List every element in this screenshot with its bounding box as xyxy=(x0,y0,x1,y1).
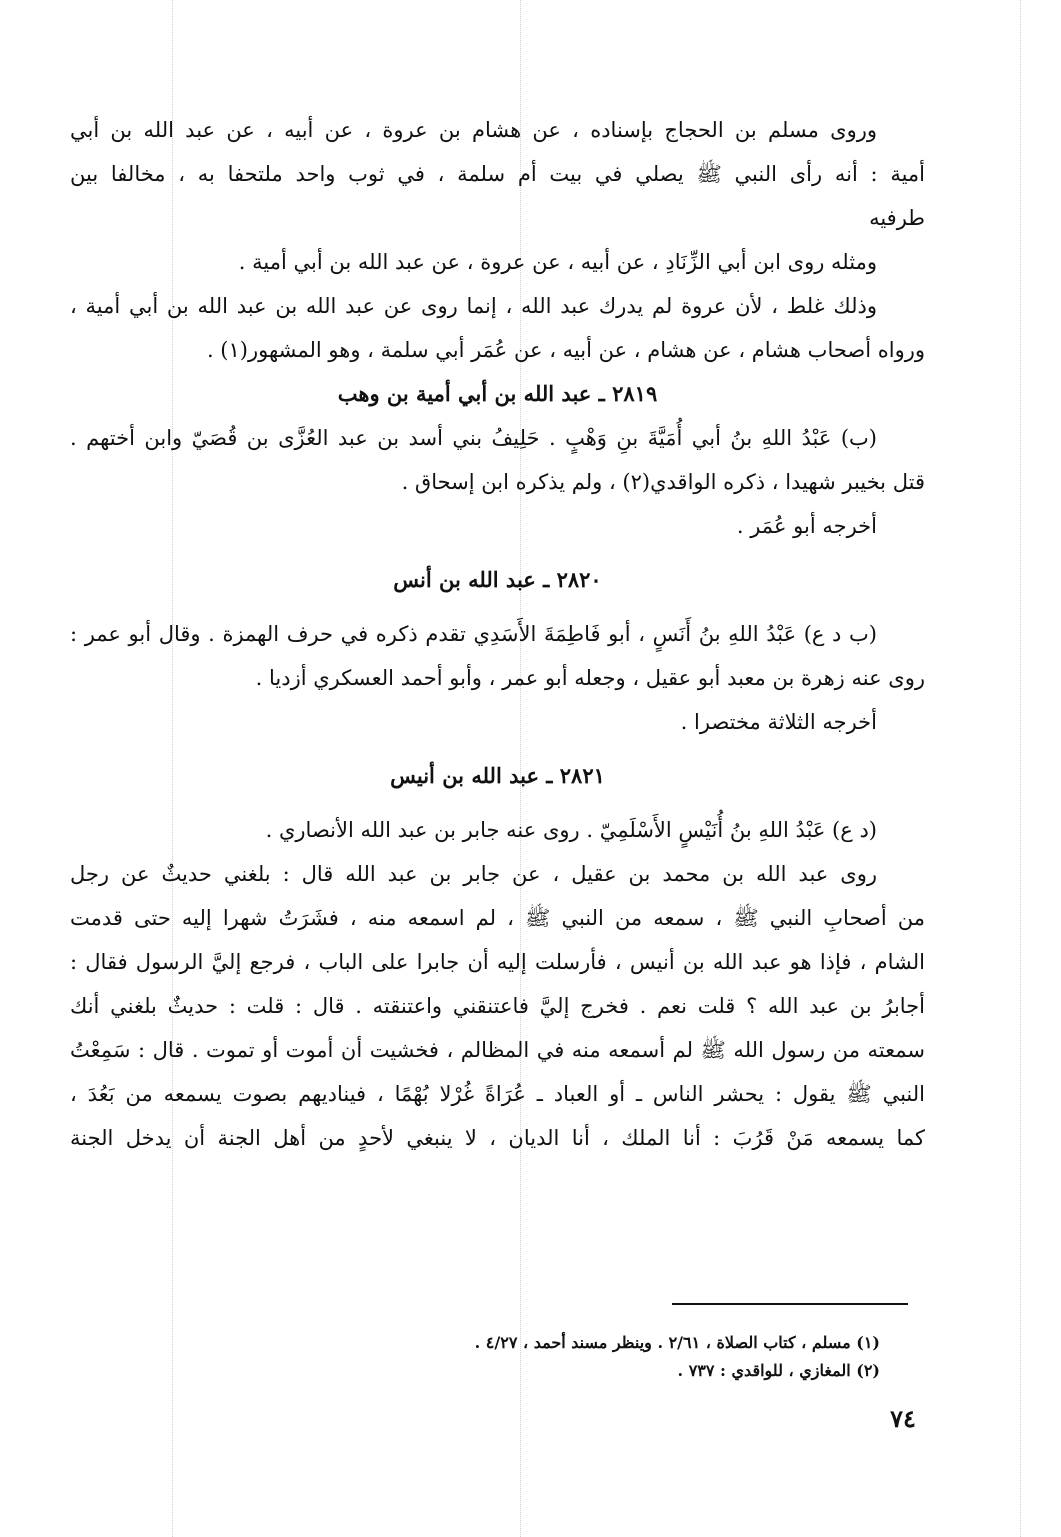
text-line: من أصحابِ النبي ﷺ ، سمعه من النبي ﷺ ، لم اسمعه منه ، فشَرَتُ شهرا إليه حتى قدمت xyxy=(70,906,925,930)
text-line: كما يسمعه مَنْ قَرُبَ : أنا الملك ، أنا الديان ، لا ينبغي لأحدٍ من أهل الجنة أن يدخل الجنة xyxy=(70,1126,925,1150)
text-line: روى عبد الله بن محمد بن عقيل ، عن جابر بن عبد الله قال : بلغني حديثٌ عن رجل xyxy=(70,862,877,886)
text-line: (د ع) عَبْدُ اللهِ بنُ أُنَيْسٍ الأَسْلَمِيّ . روى عنه جابر بن عبد الله الأنصاري . xyxy=(265,818,877,842)
text-line: قتل بخيبر شهيدا ، ذكره الواقدي(٢) ، ولم يذكره ابن إسحاق . xyxy=(401,470,925,494)
text-line: أجابرُ بن عبد الله ؟ قلت نعم . فخرج إليَّ فاعتنقني واعتنقته . قال : قلت : حديثٌ بلغني أنك xyxy=(70,994,925,1018)
text-line: (ب د ع) عَبْدُ اللهِ بنُ أَنَسٍ ، أبو فَاطِمَةَ الأَسَدِي تقدم ذكره في حرف الهمزة . وقال أبو عمر : xyxy=(70,622,877,646)
footnote-2: (٢) المغازي ، للواقدي : ٧٣٧ . xyxy=(677,1361,880,1380)
page-number: ٧٤ xyxy=(890,1404,916,1433)
text-line: ومثله روى ابن أبي الزِّنَادِ ، عن أبيه ، عن عروة ، عن عبد الله بن أبي أمية . xyxy=(238,250,877,274)
entry-heading-2821: ٢٨٢١ ـ عبد الله بن أنيس xyxy=(390,763,605,788)
text-line: النبي ﷺ يقول : يحشر الناس ـ أو العباد ـ عُرَاةً غُرْلا بُهْمًا ، فيناديهم بصوت يسمعه من بَعُدَ ، xyxy=(70,1082,925,1106)
entry-heading-2819: ٢٨١٩ ـ عبد الله بن أبي أمية بن وهب xyxy=(337,381,658,406)
main-text xyxy=(70,108,925,1160)
footnotes xyxy=(380,1329,880,1385)
text-line: سمعته من رسول الله ﷺ لم أسمعه منه في المظالم ، فخشيت أن أموت أو تموت . قال : سَمِعْتُ xyxy=(70,1038,925,1062)
text-line: (ب) عَبْدُ اللهِ بنُ أبي أُمَيَّةَ بنِ وَهْبٍ . حَلِيفُ بني أسد بن عبد العُزَّى بن قُصَيّ وابن أختهم . xyxy=(70,426,877,450)
text-line: الشام ، فإذا هو عبد الله بن أنيس ، فأرسلت إليه أن جابرا على الباب ، فرجع إليَّ الرسول فقال : xyxy=(70,950,925,974)
footnote-1: (١) مسلم ، كتاب الصلاة ، ٢/٦١ . وينظر مسند أحمد ، ٤/٢٧ . xyxy=(474,1333,880,1352)
text-line: وروى مسلم بن الحجاج بإسناده ، عن هشام بن عروة ، عن أبيه ، عن عبد الله بن أبي xyxy=(70,118,877,142)
text-line: طرفيه xyxy=(869,206,925,230)
entry-heading-2820: ٢٨٢٠ ـ عبد الله بن أنس xyxy=(393,567,602,592)
text-line: أمية : أنه رأى النبي ﷺ يصلي في بيت أم سلمة ، في ثوب واحد ملتحفا به ، مخالفا بين xyxy=(70,162,925,186)
text-line: أخرجه أبو عُمَر . xyxy=(736,514,877,538)
text-line: أخرجه الثلاثة مختصرا . xyxy=(680,710,877,734)
text-line: ورواه أصحاب هشام ، عن هشام ، عن أبيه ، عن عُمَر أبي سلمة ، وهو المشهور(١) . xyxy=(206,338,925,362)
text-line: وذلك غلط ، لأن عروة لم يدرك عبد الله ، إنما روى عن عبد الله بن عبد الله بن أبي أمية ، xyxy=(70,294,877,318)
scan-guide-line xyxy=(1020,0,1021,1537)
footnote-divider xyxy=(672,1303,908,1305)
text-line: روى عنه زهرة بن معبد أبو عقيل ، وجعله أبو عمر ، وأبو أحمد العسكري أزديا . xyxy=(255,666,925,690)
